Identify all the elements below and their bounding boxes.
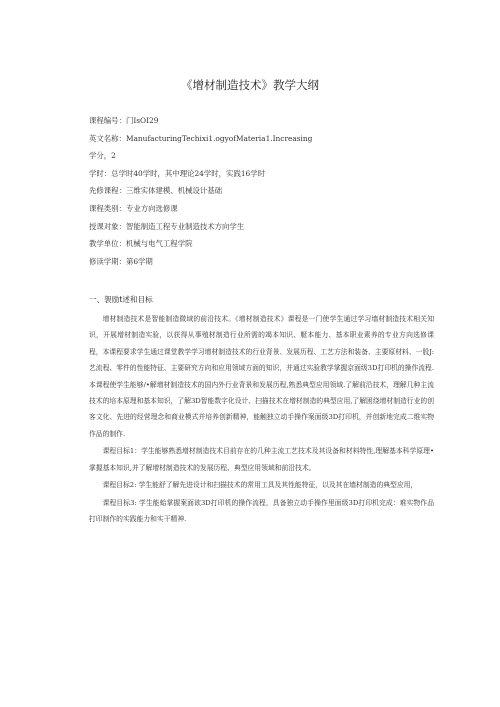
objective-3-paragraph: 课程目标3: 学生能蛤掌握案面欲3D打印机的操作流程，具备独立动手操作里面级3D打印机完成：难实物作品打印制作的实践能力和实干精神.: [89, 499, 434, 524]
overview-paragraph: 增材制造技术是智能制造微域的前沿技术。《增材制造技术》课程是一门使学生通过学习墙材制造技术相关知识，开展增材制造实验，以获得从事殖材制造行业所需的竭本知识、艇本能力、基本职业素养的专业方向选修课程，本课程要求学生通过课堂教学学习增材制造技术的行业背景、发展历程、工艺方法和装备、主要原材料、一股J: 艺流程、零件的性能特征、主要研究方向和应用领域方面的知识，并通过实验教学掌握京面级3D打印机的操作流程.本课程使学生能够/•解增材制造技术的国内外行业背景和发展历程,熟悉典型应用领域.了解前沿技术，理解几种主流技术的培本原理和基本知识，了解3D智能数字化设计、扫描技术在增材制造的典型应用,了解困绕增材制造行业的创客文化、先进的经营理念和商业模式并培养创新精神，能触独立动手操作案面级3D打印机，并创新地完成二维实物作品的制作.: [89, 315, 434, 438]
credits: 学分，2: [89, 151, 116, 161]
document-title: 《增材制造技术》教学大纲: [181, 78, 319, 92]
section-heading: 一、袈励t述和目标: [89, 295, 153, 304]
course-category: 课程类别：专业方向选修课: [89, 203, 178, 213]
objective-1-paragraph: 课程目标1：学生能够熟悉增材制造技术目前存在的几种主流工艺技术及其设备和材料特性,理解基本科学原理•掌握基本知识,并了解增材制造技术的发展历程、典型应用领域和前沿技术。: [89, 447, 434, 472]
teaching-unit: 教学单位：机械与电气工程学院: [89, 239, 193, 249]
prerequisites: 先修课程：三维实体建模、机械设计基础: [89, 186, 223, 196]
class-hours: 学时：总学时40学时，其中理论24学时，实践16学时: [89, 168, 266, 178]
semester: 修读学期：第6学期: [89, 256, 153, 266]
section-body: [89, 311, 434, 529]
course-info: [89, 112, 429, 270]
english-name: 英文名称：ManufacturingTechixi1.ogyofMateria1.Increasing: [89, 133, 313, 143]
objective-2-paragraph: 课程目标2: 学生能舒了解先进设计和扫描技术的常用工具及其性能特征，以及其在墙材制造的典型应用，: [102, 481, 418, 490]
course-code: 课程编号：门IsOI29: [89, 116, 159, 125]
target-students: 授课对象：智能制造工程专业制造技术方向学生: [89, 221, 245, 231]
